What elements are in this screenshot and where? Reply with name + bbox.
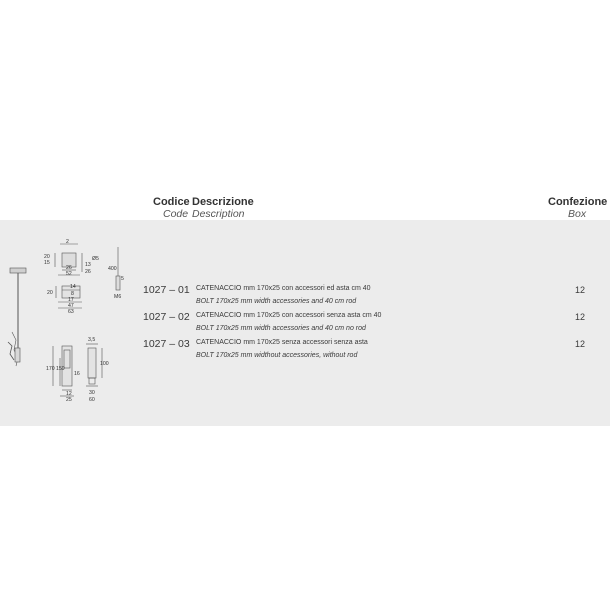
product-description-en: BOLT 170x25 mm widthout accessories, without rod — [196, 352, 358, 359]
product-description-en: BOLT 170x25 mm width accessories and 40 cm no rod — [196, 325, 366, 332]
dim-label: 12 — [66, 391, 72, 397]
product-description-it: CATENACCIO mm 170x25 con accessori senza asta cm 40 — [196, 312, 382, 319]
dim-label: 25 — [66, 397, 72, 403]
dim-label: 2 — [66, 239, 69, 245]
header-confezione: Confezione — [548, 196, 608, 208]
header-code: Code — [163, 208, 189, 220]
header-box: Box — [568, 208, 587, 220]
dim-label: 16 — [74, 371, 80, 377]
bolt-side-shape — [88, 348, 96, 378]
dim-label: 400 — [108, 266, 117, 272]
product-qty: 12 — [575, 285, 586, 295]
dim-label: 63 — [68, 309, 74, 315]
dim-label: 60 — [89, 397, 95, 403]
product-code: 1027 – 01 — [143, 284, 190, 296]
product-description-it: CATENACCIO mm 170x25 con accessori ed asta cm 40 — [196, 285, 371, 292]
technical-drawing — [0, 220, 130, 410]
dim-label: 20 — [44, 254, 50, 260]
header-descrizione: Descrizione — [192, 196, 254, 208]
dim-label: 14 — [70, 284, 76, 290]
dim-label: 17 — [68, 297, 74, 303]
dim-label: Ø5 — [92, 256, 99, 262]
dim-label: 8 — [71, 291, 74, 297]
product-qty: 12 — [575, 312, 586, 322]
dim-label: M6 — [114, 294, 122, 300]
dim-label: 100 — [100, 361, 109, 367]
product-qty: 12 — [575, 339, 586, 349]
header-codice: Codice — [153, 196, 190, 208]
dim-label: 47 — [68, 303, 74, 309]
dim-label: 15 — [44, 260, 50, 266]
dim-label: 170 — [46, 366, 55, 372]
product-code: 1027 – 03 — [143, 338, 190, 350]
dim-label: 5 — [121, 276, 124, 282]
header-description: Description — [192, 208, 245, 220]
dim-label: 20 — [47, 290, 53, 296]
dim-label: 52 — [66, 271, 72, 277]
bolt-head-shape — [10, 268, 26, 273]
product-description-it: CATENACCIO mm 170x25 senza accessori senza asta — [196, 339, 368, 346]
dim-label: 3,5 — [88, 337, 96, 343]
dim-label: 26 — [85, 269, 91, 275]
dim-label: 13 — [85, 262, 91, 268]
dim-label: 159 — [56, 366, 65, 372]
dim-label: 30 — [89, 390, 95, 396]
product-code: 1027 – 02 — [143, 311, 190, 323]
product-description-en: BOLT 170x25 mm width accessories and 40 cm rod — [196, 298, 357, 305]
dim-label: 26 — [66, 265, 72, 271]
